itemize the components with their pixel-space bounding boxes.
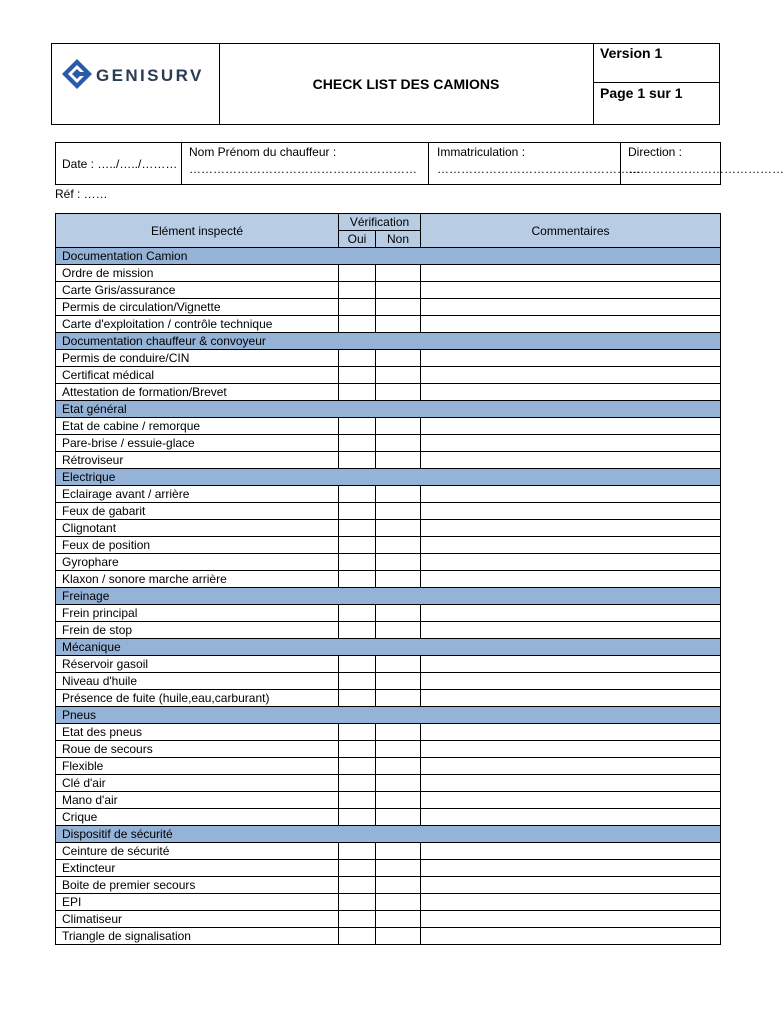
non-cell[interactable] [376,452,421,469]
non-cell[interactable] [376,282,421,299]
table-row [56,265,721,282]
oui-cell[interactable] [339,928,376,945]
non-cell[interactable] [376,758,421,775]
oui-cell[interactable] [339,537,376,554]
item-label: Roue de secours [56,741,339,758]
item-label: Etat de cabine / remorque [56,418,339,435]
table-row [56,809,721,826]
non-cell[interactable] [376,520,421,537]
oui-cell[interactable] [339,299,376,316]
section-title: Electrique [56,469,721,486]
comment-cell[interactable] [421,605,721,622]
section-title: Mécanique [56,639,721,656]
oui-cell[interactable] [339,809,376,826]
item-label: EPI [56,894,339,911]
table-row [56,537,721,554]
oui-cell[interactable] [339,452,376,469]
comment-cell[interactable] [421,622,721,639]
non-cell[interactable] [376,299,421,316]
comment-cell[interactable] [421,435,721,452]
item-label: Niveau d'huile [56,673,339,690]
document-title: CHECK LIST DES CAMIONS [219,44,594,124]
reference-field: Réf : …… [55,187,108,201]
non-cell[interactable] [376,690,421,707]
section-title: Pneus [56,707,721,724]
section-title: Freinage [56,588,721,605]
item-label: Carte Gris/assurance [56,282,339,299]
comment-cell[interactable] [421,520,721,537]
logo-text: GENISURV [96,66,204,85]
item-label: Feux de gabarit [56,503,339,520]
section-row [56,826,721,843]
section-title: Etat général [56,401,721,418]
col-verification-header: Vérification [339,214,421,231]
table-row [56,877,721,894]
item-label: Eclairage avant / arrière [56,486,339,503]
section-title: Documentation Camion [56,248,721,265]
oui-cell[interactable] [339,843,376,860]
oui-cell[interactable] [339,282,376,299]
item-label: Climatiseur [56,911,339,928]
non-cell[interactable] [376,809,421,826]
table-row [56,724,721,741]
non-cell[interactable] [376,418,421,435]
non-cell[interactable] [376,928,421,945]
section-row [56,707,721,724]
col-oui-header: Oui [339,231,376,248]
table-row [56,656,721,673]
date-field[interactable]: Date : …../…../……… [56,143,182,184]
comment-cell[interactable] [421,741,721,758]
comment-cell[interactable] [421,690,721,707]
col-non-header: Non [376,231,421,248]
non-cell[interactable] [376,537,421,554]
oui-cell[interactable] [339,367,376,384]
item-label: Attestation de formation/Brevet [56,384,339,401]
non-cell[interactable] [376,316,421,333]
table-row [56,605,721,622]
comment-cell[interactable] [421,316,721,333]
non-cell[interactable] [376,673,421,690]
non-cell[interactable] [376,350,421,367]
table-row [56,418,721,435]
item-label: Carte d'exploitation / contrôle technique [56,316,339,333]
table-row [56,299,721,316]
item-label: Ordre de mission [56,265,339,282]
comment-cell[interactable] [421,350,721,367]
genisurv-logo-icon [61,58,93,90]
oui-cell[interactable] [339,894,376,911]
oui-cell[interactable] [339,741,376,758]
oui-cell[interactable] [339,435,376,452]
table-row [56,435,721,452]
oui-cell[interactable] [339,673,376,690]
table-row [56,622,721,639]
non-cell[interactable] [376,894,421,911]
item-label: Clignotant [56,520,339,537]
oui-cell[interactable] [339,520,376,537]
item-label: Klaxon / sonore marche arrière [56,571,339,588]
col-element-header: Elément inspecté [56,214,339,248]
oui-cell[interactable] [339,775,376,792]
table-row [56,452,721,469]
oui-cell[interactable] [339,605,376,622]
comment-cell[interactable] [421,877,721,894]
oui-cell[interactable] [339,316,376,333]
non-cell[interactable] [376,554,421,571]
comment-cell[interactable] [421,571,721,588]
oui-cell[interactable] [339,911,376,928]
item-label: Etat des pneus [56,724,339,741]
oui-cell[interactable] [339,503,376,520]
comment-cell[interactable] [421,486,721,503]
plate-label: Immatriculation : [437,145,526,159]
table-row [56,843,721,860]
comment-cell[interactable] [421,265,721,282]
oui-cell[interactable] [339,860,376,877]
non-cell[interactable] [376,775,421,792]
item-label: Certificat médical [56,367,339,384]
item-label: Flexible [56,758,339,775]
comment-cell[interactable] [421,843,721,860]
direction-dots: ………………………………… [628,162,784,176]
comment-cell[interactable] [421,503,721,520]
oui-cell[interactable] [339,554,376,571]
logo-cell [52,44,220,124]
non-cell[interactable] [376,435,421,452]
table-row [56,367,721,384]
table-row [56,282,721,299]
non-cell[interactable] [376,367,421,384]
comment-cell[interactable] [421,758,721,775]
item-label: Frein principal [56,605,339,622]
comment-cell[interactable] [421,894,721,911]
table-row [56,690,721,707]
comment-cell[interactable] [421,367,721,384]
oui-cell[interactable] [339,350,376,367]
comment-cell[interactable] [421,928,721,945]
oui-cell[interactable] [339,792,376,809]
table-row [56,894,721,911]
non-cell[interactable] [376,503,421,520]
comment-cell[interactable] [421,775,721,792]
section-row [56,588,721,605]
driver-label: Nom Prénom du chauffeur : [189,145,337,159]
table-row [56,741,721,758]
section-row [56,248,721,265]
non-cell[interactable] [376,571,421,588]
table-row [56,384,721,401]
plate-field[interactable] [429,143,641,184]
document-header [51,43,720,125]
table-row [56,673,721,690]
item-label: Présence de fuite (huile,eau,carburant) [56,690,339,707]
oui-cell[interactable] [339,418,376,435]
driver-dots: ………………………………………………… [189,162,417,176]
item-label: Crique [56,809,339,826]
checklist-table [55,213,721,945]
comment-cell[interactable] [421,724,721,741]
section-row [56,401,721,418]
non-cell[interactable] [376,843,421,860]
comment-cell[interactable] [421,418,721,435]
table-row [56,911,721,928]
item-label: Mano d'air [56,792,339,809]
section-row [56,639,721,656]
table-row [56,758,721,775]
oui-cell[interactable] [339,758,376,775]
table-row [56,571,721,588]
oui-cell[interactable] [339,656,376,673]
comment-cell[interactable] [421,809,721,826]
comment-cell[interactable] [421,792,721,809]
table-row [56,350,721,367]
item-label: Rétroviseur [56,452,339,469]
section-row [56,333,721,350]
page-label: Page 1 sur 1 [600,85,683,101]
item-label: Extincteur [56,860,339,877]
non-cell[interactable] [376,860,421,877]
non-cell[interactable] [376,656,421,673]
item-label: Pare-brise / essuie-glace [56,435,339,452]
comment-cell[interactable] [421,384,721,401]
checklist-body [56,248,721,945]
table-row [56,792,721,809]
comment-cell[interactable] [421,299,721,316]
table-row [56,554,721,571]
comment-cell[interactable] [421,554,721,571]
non-cell[interactable] [376,622,421,639]
table-row [56,775,721,792]
non-cell[interactable] [376,265,421,282]
direction-label: Direction : [628,145,683,159]
oui-cell[interactable] [339,622,376,639]
item-label: Gyrophare [56,554,339,571]
table-row [56,316,721,333]
comment-cell[interactable] [421,673,721,690]
table-row [56,928,721,945]
item-label: Boite de premier secours [56,877,339,894]
comment-cell[interactable] [421,860,721,877]
non-cell[interactable] [376,911,421,928]
comment-cell[interactable] [421,656,721,673]
direction-field[interactable] [621,143,784,184]
table-row [56,486,721,503]
table-row [56,860,721,877]
section-row [56,469,721,486]
oui-cell[interactable] [339,384,376,401]
oui-cell[interactable] [339,265,376,282]
item-label: Réservoir gasoil [56,656,339,673]
item-label: Triangle de signalisation [56,928,339,945]
comment-cell[interactable] [421,282,721,299]
version-label: Version 1 [594,44,719,83]
item-label: Permis de circulation/Vignette [56,299,339,316]
driver-field[interactable] [182,143,429,184]
oui-cell[interactable] [339,486,376,503]
comment-cell[interactable] [421,452,721,469]
table-row [56,503,721,520]
non-cell[interactable] [376,792,421,809]
oui-cell[interactable] [339,690,376,707]
section-title: Documentation chauffeur & convoyeur [56,333,721,350]
oui-cell[interactable] [339,724,376,741]
table-row [56,520,721,537]
non-cell[interactable] [376,384,421,401]
item-label: Permis de conduire/CIN [56,350,339,367]
non-cell[interactable] [376,741,421,758]
non-cell[interactable] [376,724,421,741]
non-cell[interactable] [376,486,421,503]
item-label: Ceinture de sécurité [56,843,339,860]
info-row [55,142,784,185]
plate-dots: …………………………………………… [437,162,641,176]
oui-cell[interactable] [339,571,376,588]
item-label: Feux de position [56,537,339,554]
non-cell[interactable] [376,605,421,622]
item-label: Frein de stop [56,622,339,639]
comment-cell[interactable] [421,911,721,928]
section-title: Dispositif de sécurité [56,826,721,843]
comment-cell[interactable] [421,537,721,554]
col-comments-header: Commentaires [421,214,721,248]
item-label: Clé d'air [56,775,339,792]
oui-cell[interactable] [339,877,376,894]
non-cell[interactable] [376,877,421,894]
